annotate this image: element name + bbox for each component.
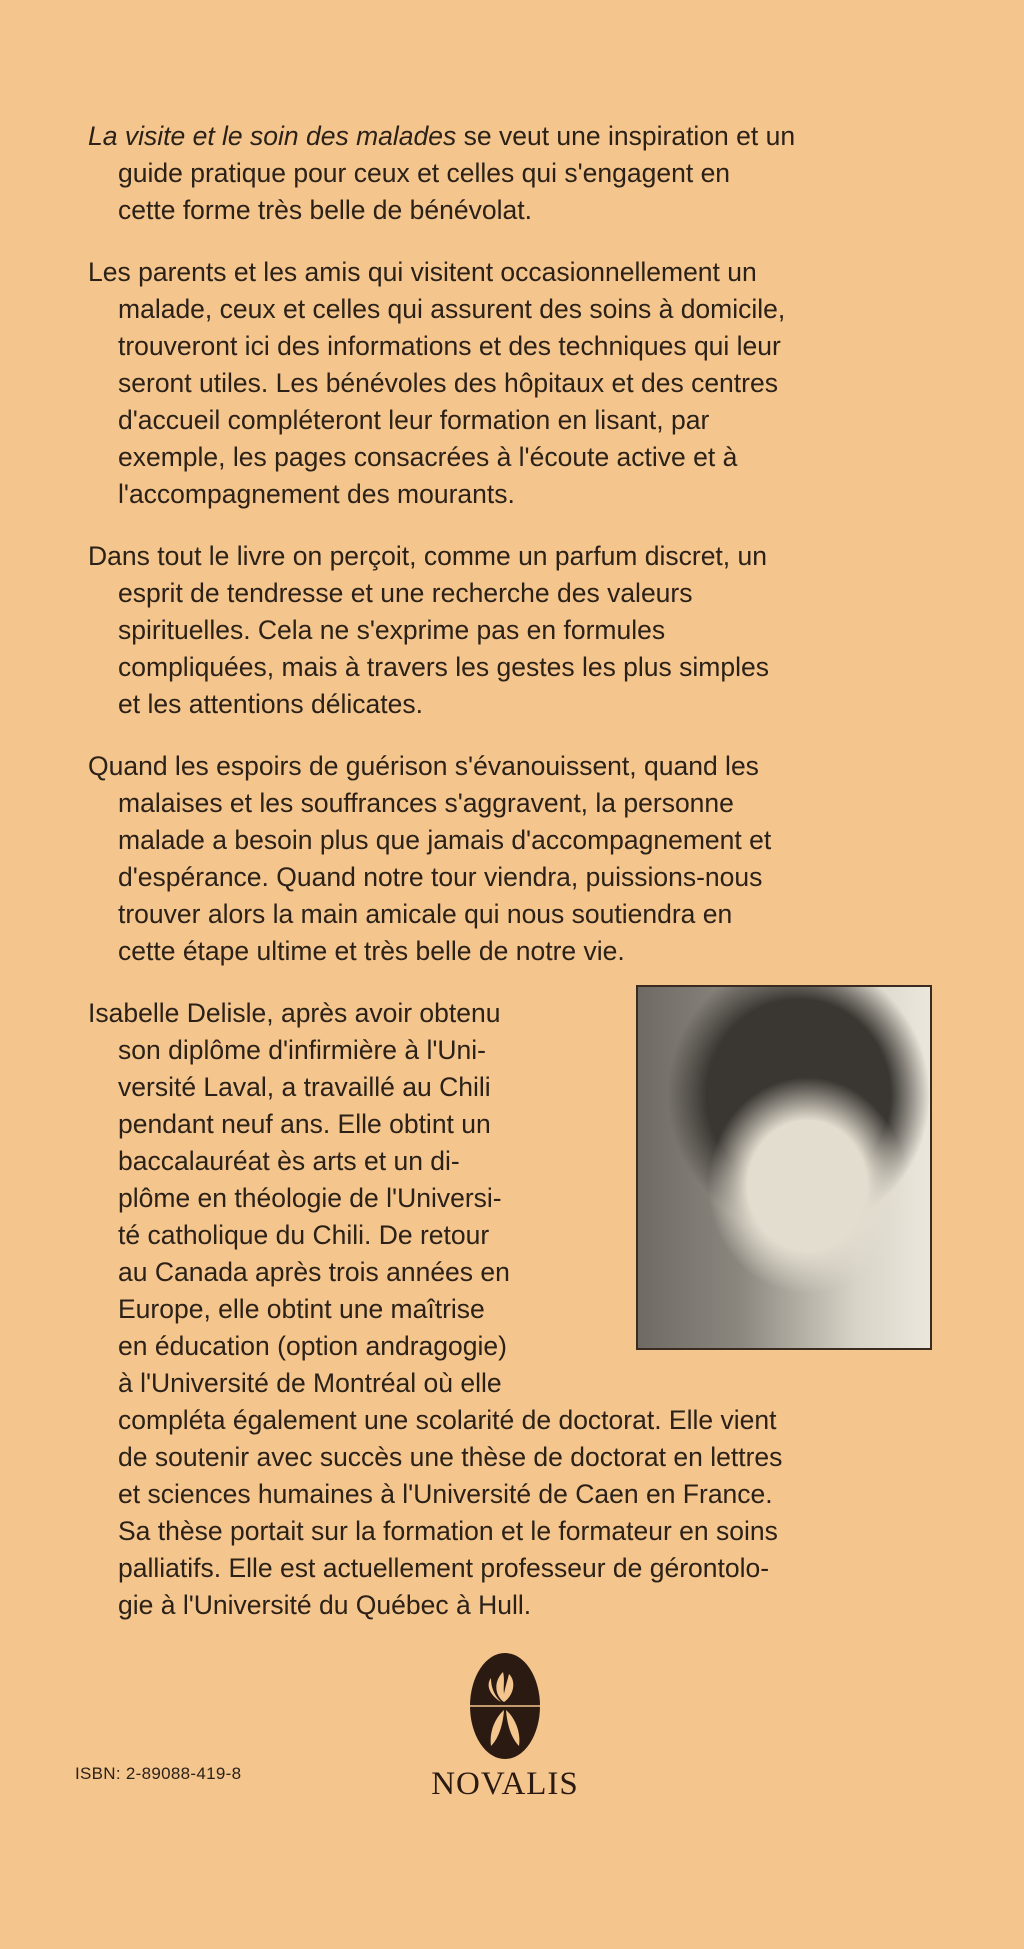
- text-content: de soutenir avec succès une thèse de doctorat en lettres: [118, 1442, 783, 1472]
- text-content: malaises et les souffrances s'aggravent, la personne: [118, 788, 734, 818]
- text-content: Europe, elle obtint une maîtrise: [118, 1294, 485, 1324]
- text-line: [88, 1587, 968, 1624]
- text-content: esprit de tendresse et une recherche des valeurs: [118, 578, 693, 608]
- text-line: [88, 118, 968, 155]
- text-line: [88, 686, 968, 723]
- description-paragraph: [88, 538, 968, 723]
- text-line: [88, 1439, 968, 1476]
- text-content: se veut une inspiration et un: [456, 121, 796, 151]
- text-line: [88, 933, 968, 970]
- text-line: [88, 785, 968, 822]
- text-content: spirituelles. Cela ne s'exprime pas en formules: [118, 615, 666, 645]
- text-content: d'espérance. Quand notre tour viendra, puissions-nous: [118, 862, 763, 892]
- isbn: ISBN: 2-89088-419-8: [75, 1764, 242, 1783]
- text-line: [88, 365, 968, 402]
- text-content: l'accompagnement des mourants.: [118, 479, 515, 509]
- text-content: exemple, les pages consacrées à l'écoute active et à: [118, 442, 738, 472]
- text-content: pendant neuf ans. Elle obtint un: [118, 1109, 491, 1139]
- text-line: [88, 155, 968, 192]
- back-cover-text: [88, 118, 968, 1649]
- text-line: [88, 328, 968, 365]
- text-line: [88, 1550, 968, 1587]
- text-content: plôme en théologie de l'Universi-: [118, 1183, 502, 1213]
- text-content: à l'Université de Montréal où elle: [118, 1368, 502, 1398]
- publisher-name: NOVALIS: [431, 1766, 579, 1802]
- text-content: Les parents et les amis qui visitent occasionnellement un: [88, 257, 757, 287]
- text-content: palliatifs. Elle est actuellement professeur de gérontolo-: [118, 1553, 770, 1583]
- text-content: au Canada après trois années en: [118, 1257, 510, 1287]
- text-line: [88, 1365, 968, 1402]
- text-content: versité Laval, a travaillé au Chili: [118, 1072, 491, 1102]
- text-line: [88, 1513, 968, 1550]
- text-line: [88, 612, 968, 649]
- text-content: compléta également une scolarité de doctorat. Elle vient: [118, 1405, 777, 1435]
- text-line: [88, 291, 968, 328]
- text-content: d'accueil compléteront leur formation en lisant, par: [118, 405, 710, 435]
- description-paragraph: [88, 254, 968, 513]
- novalis-emblem-icon: [469, 1652, 541, 1760]
- text-content: cette forme très belle de bénévolat.: [118, 195, 532, 225]
- description-paragraph: [88, 118, 968, 229]
- text-line: [88, 402, 968, 439]
- author-photo: [636, 985, 932, 1350]
- text-content: guide pratique pour ceux et celles qui s'engagent en: [118, 158, 731, 188]
- text-line: [88, 748, 968, 785]
- text-line: [88, 476, 968, 513]
- text-content: Sa thèse portait sur la formation et le formateur en soins: [118, 1516, 778, 1546]
- text-line: [88, 192, 968, 229]
- text-content: seront utiles. Les bénévoles des hôpitaux et des centres: [118, 368, 778, 398]
- text-content: et sciences humaines à l'Université de Caen en France.: [118, 1479, 773, 1509]
- text-content: et les attentions délicates.: [118, 689, 423, 719]
- text-line: [88, 896, 968, 933]
- text-line: [88, 575, 968, 612]
- text-line: [88, 649, 968, 686]
- text-line: [88, 1476, 968, 1513]
- text-line: [88, 439, 968, 476]
- text-content: baccalauréat ès arts et un di-: [118, 1146, 460, 1176]
- text-content: en éducation (option andragogie): [118, 1331, 507, 1361]
- text-content: gie à l'Université du Québec à Hull.: [118, 1590, 532, 1620]
- text-line: [88, 254, 968, 291]
- description-paragraph: [88, 748, 968, 970]
- text-content: trouveront ici des informations et des techniques qui leur: [118, 331, 781, 361]
- text-content: Isabelle Delisle, après avoir obtenu: [88, 998, 501, 1028]
- text-content: trouver alors la main amicale qui nous soutiendra en: [118, 899, 733, 929]
- text-content: Dans tout le livre on perçoit, comme un parfum discret, un: [88, 541, 767, 571]
- text-content: compliquées, mais à travers les gestes les plus simples: [118, 652, 769, 682]
- text-content: Quand les espoirs de guérison s'évanouissent, quand les: [88, 751, 759, 781]
- text-line: [88, 1402, 968, 1439]
- text-content: son diplôme d'infirmière à l'Uni-: [118, 1035, 487, 1065]
- text-line: [88, 859, 968, 896]
- text-content: cette étape ultime et très belle de notre vie.: [118, 936, 625, 966]
- text-content: té catholique du Chili. De retour: [118, 1220, 490, 1250]
- publisher-logo: [420, 1652, 590, 1803]
- text-content: malade a besoin plus que jamais d'accompagnement et: [118, 825, 772, 855]
- text-line: [88, 822, 968, 859]
- book-title: La visite et le soin des malades: [88, 121, 457, 151]
- text-content: malade, ceux et celles qui assurent des soins à domicile,: [118, 294, 786, 324]
- text-line: [88, 538, 968, 575]
